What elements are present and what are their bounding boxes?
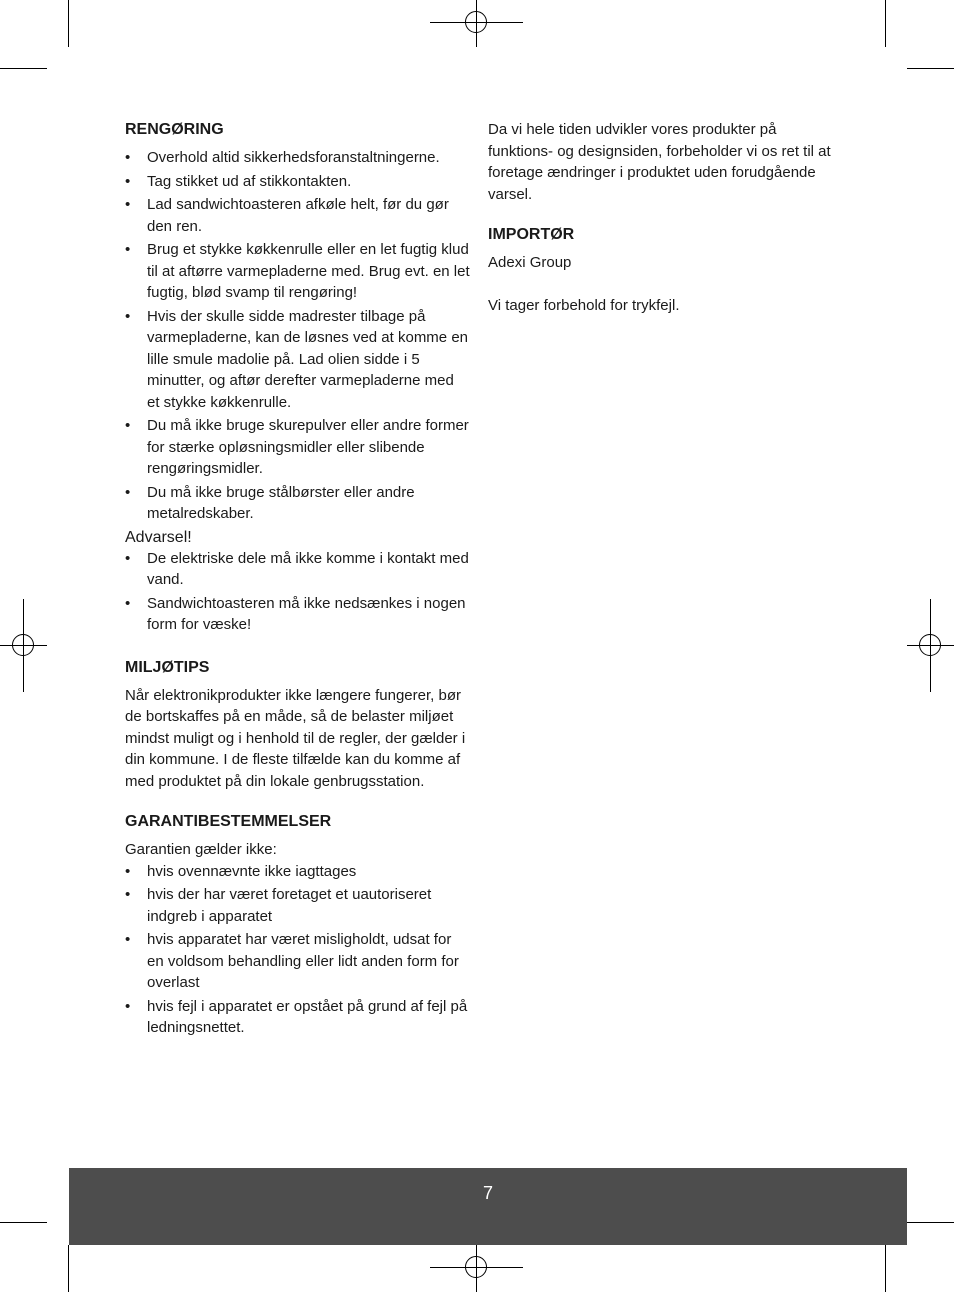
miljotips-text: Når elektronikprodukter ikke længere fungerer, bør de bortskaffes på en måde, så de belaster miljøet mindst muligt og i henhold til de regler, der gælder i din kommune. I de fleste tilfælde kan du komme af med produktet på din lokale genbrugsstation. [125,686,466,790]
list-item: • Sandwichtoasteren må ikke nedsænkes i nogen form for væske! [125,593,470,636]
heading-rengoring: RENGØRING [125,121,224,138]
garanti-intro: Garantien gælder ikke: [125,841,277,858]
product-change-notice: Da vi hele tiden udvikler vores produkter på funktions- og designsiden, forbeholder vi os ret til at foretage ændringer i produktet uden forudgående varsel. [488,121,831,203]
list-item: • hvis ovennævnte ikke iagttages [125,861,470,883]
page-number: 7 [482,1183,493,1203]
list-item: • Lad sandwichtoasteren afkøle helt, før du gør den ren. [125,194,470,237]
heading-miljotips: MILJØTIPS [125,658,210,676]
section-advarsel [125,527,470,636]
footer-band [69,1168,907,1245]
list-item: • hvis der har været foretaget et uautoriseret indgreb i apparatet [125,884,470,927]
list-item: • hvis fejl i apparatet er opstået på grund af fejl på ledningsnettet. [125,996,470,1039]
left-column [125,119,470,1041]
list-item: • De elektriske dele må ikke komme i kontakt med vand. [125,548,470,591]
section-rengoring [125,119,470,525]
list-item: • Du må ikke bruge skurepulver eller andre former for stærke opløsningsmidler eller slibende rengøringsmidler. [125,415,470,480]
heading-importor: IMPORTØR [488,226,575,243]
list-item: • Du må ikke bruge stålbørster eller andre metalredskaber. [125,482,470,525]
importer-name: Adexi Group [488,254,572,271]
garanti-list [125,861,470,1039]
list-item: • hvis apparatet har været misligholdt, udsat for en voldsom behandling eller lidt anden form for overlast [125,929,470,994]
list-item: • Hvis der skulle sidde madrester tilbage på varmepladerne, kan de løsnes ved at komme en lille smule madolie på. Lad olien sidde i 5 minutter, og aftør derefter varmepladerne med et stykke køkkenrulle. [125,306,470,414]
section-importor [488,224,833,274]
section-garanti [125,811,470,1039]
list-item: • Overhold altid sikkerhedsforanstaltningerne. [125,147,470,169]
right-column [488,119,833,316]
rengoring-list [125,147,470,525]
section-miljotips [125,657,470,793]
list-item: • Tag stikket ud af stikkontakten. [125,171,470,193]
advarsel-list [125,548,470,636]
list-item: • Brug et stykke køkkenrulle eller en let fugtig klud til at aftørre varmepladerne med. Brug evt. en let fugtig, blød svamp til rengøring! [125,239,470,304]
heading-garanti: GARANTIBESTEMMELSER [125,813,332,830]
heading-advarsel: Advarsel! [125,528,192,546]
print-disclaimer: Vi tager forbehold for trykfejl. [488,296,680,314]
